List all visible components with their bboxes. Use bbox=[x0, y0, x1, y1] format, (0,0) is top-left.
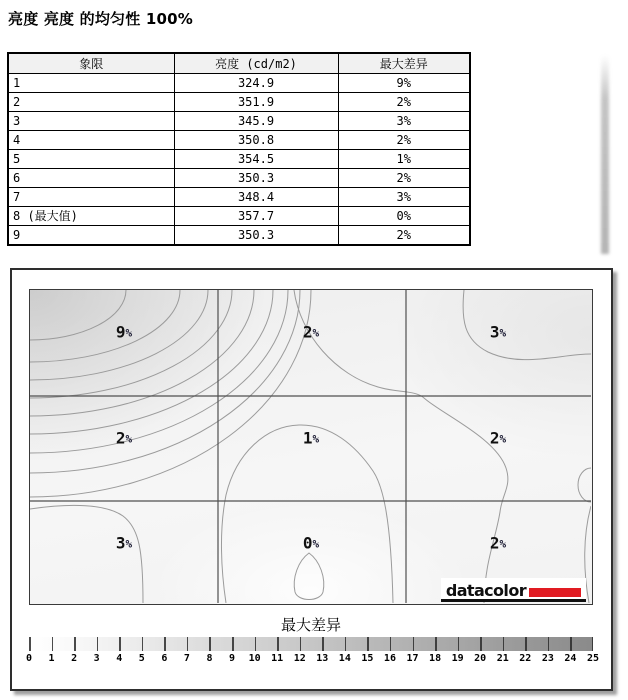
scale-tick bbox=[209, 637, 211, 651]
table-row bbox=[8, 207, 470, 226]
scale-tick bbox=[435, 637, 437, 651]
scale-tick bbox=[97, 637, 99, 651]
cell-quadrant: 4 bbox=[8, 131, 174, 150]
scale-tick bbox=[142, 637, 144, 651]
cell-difference-label: 9% bbox=[115, 322, 133, 342]
scale-tick-label: 21 bbox=[496, 653, 509, 664]
scale-tick bbox=[52, 637, 54, 651]
scale-tick bbox=[300, 637, 302, 651]
datacolor-logo-text: datacolor bbox=[445, 581, 526, 600]
column-header-max-difference: 最大差异 bbox=[338, 53, 470, 74]
cell-luminance: 350.3 bbox=[174, 226, 338, 246]
cell-luminance: 350.3 bbox=[174, 169, 338, 188]
scale-tick-label: 8 bbox=[206, 653, 213, 664]
scale-tick bbox=[74, 637, 76, 651]
scale-tick-label: 11 bbox=[271, 653, 284, 664]
cell-luminance: 357.7 bbox=[174, 207, 338, 226]
scale-tick bbox=[232, 637, 234, 651]
scale-tick bbox=[255, 637, 257, 651]
contour-plot bbox=[29, 289, 593, 605]
scale-tick-label: 20 bbox=[474, 653, 487, 664]
scale-tick bbox=[592, 637, 594, 651]
scale-tick-label: 24 bbox=[564, 653, 577, 664]
scale-tick bbox=[367, 637, 369, 651]
cell-max-difference: 3% bbox=[338, 188, 470, 207]
cell-difference-label: 1% bbox=[302, 428, 320, 447]
cell-quadrant: 9 bbox=[8, 226, 174, 246]
scale-tick-label: 7 bbox=[183, 653, 190, 664]
cell-difference-label: 0% bbox=[302, 533, 320, 553]
table-row bbox=[8, 112, 470, 131]
cell-luminance: 351.9 bbox=[174, 93, 338, 112]
page-edge-shadow bbox=[601, 55, 609, 254]
scale-tick-label: 14 bbox=[338, 653, 351, 664]
cell-max-difference: 9% bbox=[338, 74, 470, 93]
scale-tick bbox=[345, 637, 347, 651]
scale-tick bbox=[164, 637, 166, 651]
scale-tick-label: 3 bbox=[93, 653, 100, 664]
scale-tick-label: 4 bbox=[116, 653, 123, 664]
scale-tick-label: 19 bbox=[451, 653, 464, 664]
scale-tick-label: 9 bbox=[229, 653, 236, 664]
cell-difference-label: 2% bbox=[115, 428, 133, 447]
cell-max-difference: 2% bbox=[338, 93, 470, 112]
scale-tick bbox=[390, 637, 392, 651]
cell-difference-label: 2% bbox=[302, 322, 320, 342]
scale-tick-label: 10 bbox=[248, 653, 261, 664]
cell-difference-label: 2% bbox=[489, 428, 507, 447]
cell-luminance: 354.5 bbox=[174, 150, 338, 169]
cell-max-difference: 2% bbox=[338, 169, 470, 188]
cell-max-difference: 2% bbox=[338, 131, 470, 150]
scale-tick-label: 1 bbox=[48, 653, 55, 664]
scale-tick bbox=[277, 637, 279, 651]
cell-quadrant: 2 bbox=[8, 93, 174, 112]
cell-max-difference: 2% bbox=[338, 226, 470, 246]
scale-tick bbox=[525, 637, 527, 651]
table-row bbox=[8, 188, 470, 207]
scale-tick bbox=[458, 637, 460, 651]
scale-tick-label: 16 bbox=[383, 653, 396, 664]
cell-quadrant: 3 bbox=[8, 112, 174, 131]
cell-difference-label: 3% bbox=[115, 533, 133, 553]
scale-tick-labels bbox=[25, 653, 600, 667]
table-row bbox=[8, 93, 470, 112]
cell-quadrant: 7 bbox=[8, 188, 174, 207]
cell-quadrant: 1 bbox=[8, 74, 174, 93]
scale-tick bbox=[322, 637, 324, 651]
uniformity-table bbox=[7, 52, 471, 246]
scale-tick-label: 22 bbox=[519, 653, 532, 664]
uniformity-table-body bbox=[8, 74, 470, 246]
scale-tick-label: 23 bbox=[541, 653, 554, 664]
cell-luminance: 324.9 bbox=[174, 74, 338, 93]
scale-tick-label: 18 bbox=[429, 653, 442, 664]
cell-difference-label: 3% bbox=[489, 322, 507, 342]
cell-difference-label: 2% bbox=[489, 533, 507, 553]
scale-tick bbox=[119, 637, 121, 651]
cell-quadrant: 8 (最大值) bbox=[8, 207, 174, 226]
scale-tick-label: 13 bbox=[316, 653, 329, 664]
table-row bbox=[8, 74, 470, 93]
table-row bbox=[8, 150, 470, 169]
cell-luminance: 350.8 bbox=[174, 131, 338, 150]
cell-max-difference: 1% bbox=[338, 150, 470, 169]
cell-max-difference: 3% bbox=[338, 112, 470, 131]
table-row bbox=[8, 131, 470, 150]
cell-quadrant: 6 bbox=[8, 169, 174, 188]
table-row bbox=[8, 226, 470, 246]
scale-tick bbox=[480, 637, 482, 651]
scale-tick bbox=[548, 637, 550, 651]
column-header-quadrant: 象限 bbox=[8, 53, 174, 74]
scale-tick-label: 2 bbox=[71, 653, 78, 664]
gradient-scale-bar bbox=[29, 637, 593, 651]
scale-tick bbox=[570, 637, 572, 651]
scale-tick-label: 0 bbox=[25, 653, 33, 664]
datacolor-logo bbox=[441, 578, 586, 602]
datacolor-logo-bar bbox=[529, 588, 581, 597]
cell-max-difference: 0% bbox=[338, 207, 470, 226]
table-row bbox=[8, 169, 470, 188]
cell-luminance: 345.9 bbox=[174, 112, 338, 131]
table-header-row bbox=[8, 53, 470, 74]
scale-tick bbox=[503, 637, 505, 651]
cell-luminance: 348.4 bbox=[174, 188, 338, 207]
scale-tick-label: 6 bbox=[161, 653, 168, 664]
cell-quadrant: 5 bbox=[8, 150, 174, 169]
scale-tick-label: 5 bbox=[138, 653, 145, 664]
scale-tick bbox=[413, 637, 415, 651]
column-header-luminance: 亮度 (cd/m2) bbox=[174, 53, 338, 74]
page-title: 亮度 亮度 的均匀性 100% bbox=[8, 10, 194, 28]
scale-tick-label: 15 bbox=[361, 653, 374, 664]
scale-tick-label: 12 bbox=[293, 653, 306, 664]
scale-tick bbox=[187, 637, 189, 651]
scale-tick-label: 25 bbox=[586, 653, 600, 664]
scale-tick-label: 17 bbox=[406, 653, 419, 664]
scale-title: 最大差异 bbox=[280, 616, 341, 634]
scale-tick bbox=[29, 637, 31, 651]
